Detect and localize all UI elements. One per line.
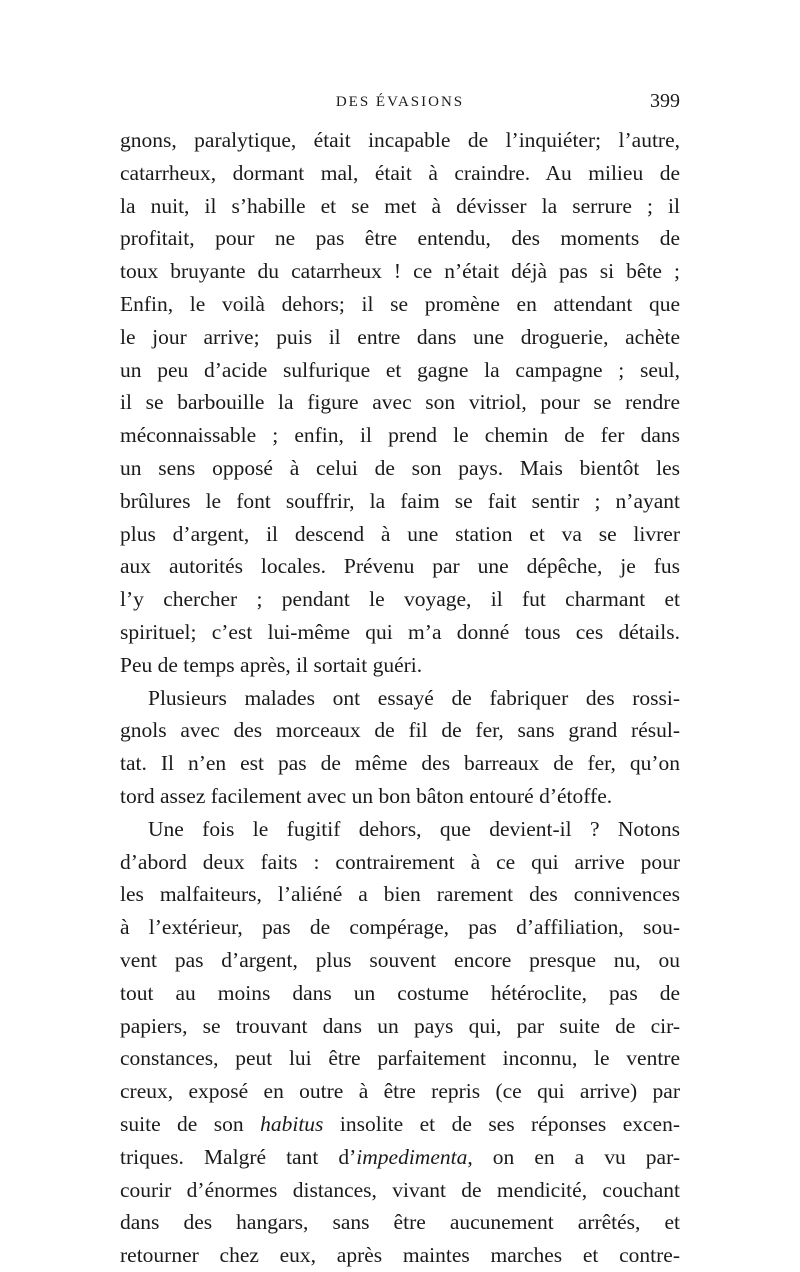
text-line: il se barbouille la figure avec son vitriol, pour se rendre <box>120 390 680 415</box>
running-head <box>120 90 680 114</box>
text-line: les malfaiteurs, l’aliéné a bien rarement des connivences <box>120 882 680 907</box>
text-line: Enfin, le voilà dehors; il se promène en attendant que <box>120 291 680 316</box>
text-line: papiers, se trouvant dans un pays qui, par suite de cir- <box>120 1013 680 1038</box>
text-line: vent pas d’argent, plus souvent encore presque nu, ou <box>120 947 680 972</box>
paragraph-end-line: Peu de temps après, il sortait guéri. <box>120 652 423 677</box>
text-line: à l’extérieur, pas de compérage, pas d’affiliation, sou- <box>120 915 680 940</box>
text-line: tout au moins dans un costume hétéroclite, pas de <box>120 980 680 1005</box>
italic-term: impedimenta <box>356 1144 468 1169</box>
text-line: le jour arrive; puis il entre dans une droguerie, achète <box>120 324 680 349</box>
text-line: catarrheux, dormant mal, était à craindre. Au milieu de <box>120 160 680 185</box>
text-line: la nuit, il s’habille et se met à dévisser la serrure ; il <box>120 193 680 218</box>
text-line: un peu d’acide sulfurique et gagne la campagne ; seul, <box>120 357 680 382</box>
body-text <box>120 124 680 1272</box>
line-segment: suite de son <box>120 1111 261 1136</box>
text-line: l’y chercher ; pendant le voyage, il fut charmant et <box>120 587 680 612</box>
text-line: creux, exposé en outre à être repris (ce qui arrive) par <box>120 1079 680 1104</box>
text-line: plus d’argent, il descend à une station et va se livrer <box>120 521 680 546</box>
text-line-with-italic <box>120 1141 680 1174</box>
text-line: gnons, paralytique, était incapable de l’inquiéter; l’autre, <box>120 128 680 152</box>
paragraph-start-line: Plusieurs malades ont essayé de fabriquer des rossi- <box>148 685 680 710</box>
page-number: 399 <box>650 90 680 112</box>
text-line: constances, peut lui être parfaitement inconnu, le ventre <box>120 1046 680 1071</box>
line-segment: triques. Malgré tant d’ <box>120 1144 357 1169</box>
paragraph-end-line: tord assez facilement avec un bon bâton entouré d’étoffe. <box>120 783 613 808</box>
text-line: d’abord deux faits : contrairement à ce qui arrive pour <box>120 849 680 874</box>
text-line: méconnaissable ; enfin, il prend le chemin de fer dans <box>120 423 680 448</box>
paragraph-start-line: Une fois le fugitif dehors, que devient-il ? Notons <box>148 816 680 841</box>
text-line: aux autorités locales. Prévenu par une dépêche, je fus <box>120 554 680 579</box>
text-line: toux bruyante du catarrheux ! ce n’était déjà pas si bête ; <box>120 259 680 284</box>
text-line: tat. Il n’en est pas de même des barreaux de fer, qu’on <box>120 751 680 776</box>
text-line: profitait, pour ne pas être entendu, des moments de <box>120 226 680 251</box>
text-line: gnols avec des morceaux de fil de fer, sans grand résul- <box>120 718 680 743</box>
text-line-with-italic <box>120 1108 680 1141</box>
italic-term: habitus <box>260 1111 324 1136</box>
text-line: spirituel; c’est lui-même qui m’a donné tous ces détails. <box>120 619 680 644</box>
text-line: retourner chez eux, après maintes marches et contre- <box>120 1243 680 1268</box>
text-line: courir d’énormes distances, vivant de mendicité, couchant <box>120 1177 680 1202</box>
line-segment: , on en a vu par- <box>467 1144 680 1169</box>
text-line: dans des hangars, sans être aucunement arrêtés, et <box>120 1210 680 1235</box>
text-line: brûlures le font souffrir, la faim se fait sentir ; n’ayant <box>120 488 680 513</box>
line-segment: insolite et de ses réponses excen- <box>323 1111 680 1136</box>
text-line: un sens opposé à celui de son pays. Mais bientôt les <box>120 455 680 480</box>
running-title: DES ÉVASIONS <box>335 94 465 110</box>
